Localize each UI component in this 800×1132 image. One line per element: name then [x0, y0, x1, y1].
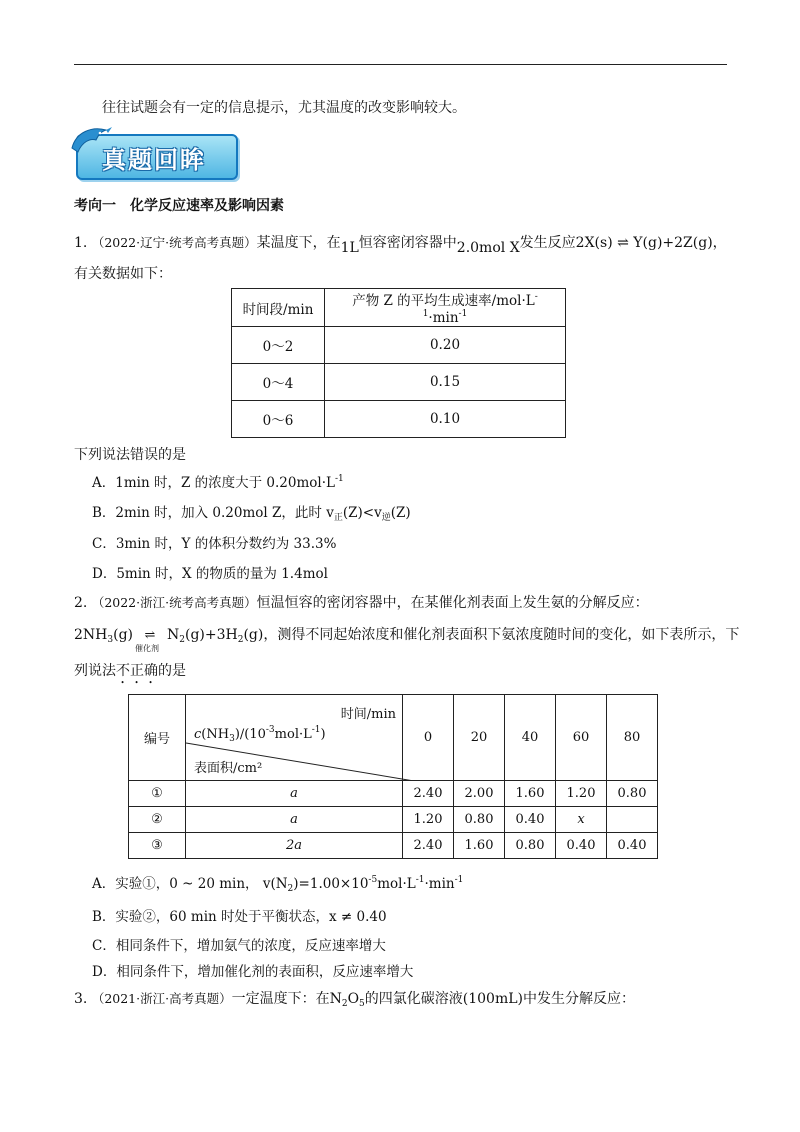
q3-formula: $N_2O_5$	[329, 991, 365, 1009]
q2-cell: 0.80	[454, 807, 505, 833]
q2-line3: 列说法不正确的是	[74, 663, 186, 679]
emphasis-text: 不正确	[116, 663, 158, 679]
q2-line2	[74, 624, 740, 653]
q2-time-header: 60	[556, 695, 607, 781]
q1-number: 1.	[74, 235, 88, 251]
q2-cell: 2.40	[403, 781, 454, 807]
section-banner	[68, 122, 238, 180]
q1-source: （2022·辽宁·统考高考真题）	[91, 235, 257, 250]
q2-cell: x	[556, 807, 607, 833]
table-row	[232, 327, 566, 364]
table-row	[232, 364, 566, 401]
q2-col-id-header: 编号	[129, 695, 186, 781]
q2-row-area: 2a	[186, 833, 403, 859]
q2-text: 恒温恒容的密闭容器中，在某催化剂表面上发生氨的分解反应：	[256, 595, 649, 611]
q2-option-a: A．实验①，0 ~ 20 min， $v(N_2)=1.00\times 10^{-5}mol\cdot L^{-1}\cdot\min^{-1}$	[92, 875, 464, 894]
q1-period: 0～4	[232, 364, 325, 401]
q2-cell: 0.40	[505, 807, 556, 833]
q1-line2: 有关数据如下：	[74, 266, 172, 282]
q2-cell: 1.60	[505, 781, 556, 807]
q2-cell: 0.40	[607, 833, 658, 859]
q2-option-b: B．实验②，60 min 时处于平衡状态，x ≠ 0.40	[92, 909, 387, 925]
q2-number: 2.	[74, 595, 88, 611]
q1-text-b: 恒容密闭容器中	[358, 235, 457, 251]
table-header-row	[232, 289, 566, 327]
q1-rate: 0.15	[325, 364, 566, 401]
q1-rate: 0.10	[325, 401, 566, 438]
q2-cell: 0.40	[556, 833, 607, 859]
q2-time-header: 80	[607, 695, 658, 781]
q2-time-header: 40	[505, 695, 556, 781]
section-heading: 考向一 化学反应速率及影响因素	[74, 198, 284, 214]
q2-reaction: $2NH_3(g)$ ⇌ 催化剂 $N_2(g)+3H_2(g)$	[74, 627, 264, 653]
q2-cell	[607, 807, 658, 833]
q1-period: 0～2	[232, 327, 325, 364]
q2-cell: 1.20	[403, 807, 454, 833]
q1-option-c: C．3min 时，Y 的体积分数约为 33.3%	[92, 536, 337, 552]
q1-line1	[74, 232, 727, 256]
q2-line1	[74, 592, 649, 612]
q1-option-a: A．1min 时，Z 的浓度大于 $0.20mol\cdot L^{-1}$	[92, 474, 344, 491]
table-header-row	[129, 695, 658, 781]
table-row	[129, 781, 658, 807]
q2-cell: 2.40	[403, 833, 454, 859]
q2-cell: 2.00	[454, 781, 505, 807]
q2-cell: 1.20	[556, 781, 607, 807]
q2-cell: 0.80	[505, 833, 556, 859]
q1-reaction: 2X(s) ⇌ Y(g)+2Z(g)	[575, 235, 713, 251]
q2-table	[128, 694, 658, 859]
q2-cell: 0.80	[607, 781, 658, 807]
q1-text-a: 某温度下，在	[256, 235, 341, 251]
q2-option-d: D．相同条件下，增加催化剂的表面积，反应速率增大	[92, 964, 414, 980]
q1-text-c: 发生反应	[519, 235, 576, 251]
q2-diagonal-header: 时间/min $c(NH_3)/(10^{-3}mol\cdot L^{-1})$ 表面积/cm²	[186, 695, 403, 781]
q1-text-end: ，	[712, 235, 727, 251]
table-row	[129, 833, 658, 859]
q1-vol: 1L	[340, 240, 359, 256]
q2-row-id: ②	[129, 807, 186, 833]
q2-time-header: 20	[454, 695, 505, 781]
q1-head-period: 时间段/min	[232, 289, 325, 327]
q1-amount: 2.0mol X	[456, 240, 520, 256]
q1-period: 0～6	[232, 401, 325, 438]
q2-row-area: a	[186, 807, 403, 833]
q2-option-c: C．相同条件下，增加氨气的浓度，反应速率增大	[92, 938, 386, 954]
intro-line: 往往试题会有一定的信息提示，尤其温度的改变影响较大。	[102, 100, 466, 116]
q2-cell: 1.60	[454, 833, 505, 859]
table-row	[129, 807, 658, 833]
q1-head-rate: 产物 Z 的平均生成速率$/mol\cdot L^{-1}\cdot\min^{-1}$	[325, 289, 566, 327]
q1-prompt: 下列说法错误的是	[74, 447, 186, 463]
q1-table	[231, 288, 566, 438]
q2-row-id: ①	[129, 781, 186, 807]
table-row	[232, 401, 566, 438]
q3-number: 3.	[74, 991, 88, 1007]
q3-source: （2021·浙江·高考真题）	[91, 991, 232, 1006]
q3-line1: 3. （2021·浙江·高考真题）一定温度下：在$N_2O_5$的四氯化碳溶液(100mL)中发生分解反应：	[74, 991, 635, 1009]
q2-time-header: 0	[403, 695, 454, 781]
q2-text2: ，测得不同起始浓度和催化剂表面积下氨浓度随时间的变化，如下表所示，下	[263, 627, 740, 643]
q2-source: （2022·浙江·统考高考真题）	[91, 595, 257, 610]
q1-rate: 0.20	[325, 327, 566, 364]
q2-row-area: a	[186, 781, 403, 807]
q2-row-id: ③	[129, 833, 186, 859]
header-rule	[74, 64, 727, 65]
q1-option-d: D．5min 时，X 的物质的量为 1.4mol	[92, 566, 328, 582]
banner-title: 真题回眸	[102, 146, 206, 174]
q1-option-b: B．2min 时，加入 0.20mol Z，此时 $v_正(Z)<v_逆(Z)$	[92, 505, 411, 523]
